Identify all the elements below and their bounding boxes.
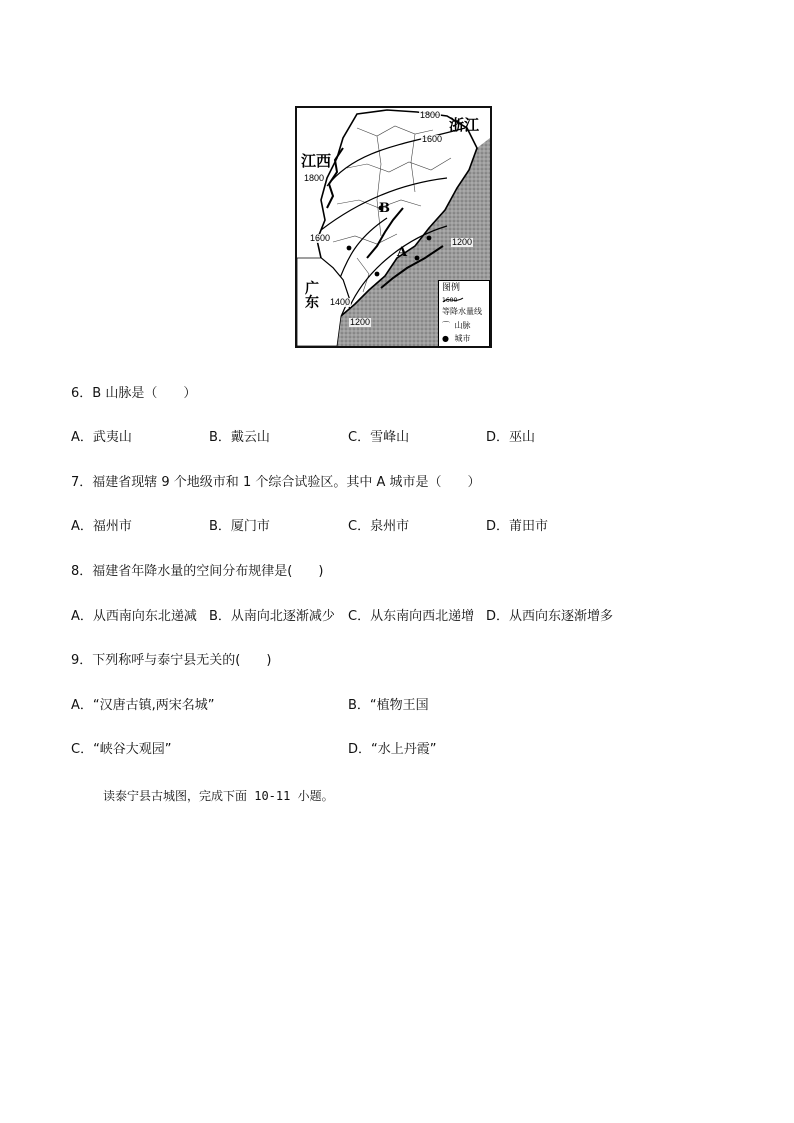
question-9-option-a[interactable]: A．“汉唐古镇,两宋名城” [71, 698, 215, 713]
isohyet-value: 1800 [304, 173, 325, 183]
question-7-stem: 7．福建省现辖 9 个地级市和 1 个综合试验区。其中 A 城市是（ ） [71, 475, 481, 490]
legend-isohyet-symbol [442, 296, 457, 304]
mountain-icon: ⌒ [442, 321, 450, 330]
question-6-option-b[interactable]: B．戴云山 [209, 430, 270, 445]
question-7-option-c[interactable]: C．泉州市 [348, 519, 410, 534]
legend-isohyet-label: 等降水量线 [442, 307, 482, 316]
label-point-a: A [397, 245, 408, 260]
question-9-option-c[interactable]: C．“峡谷大观园” [71, 742, 172, 757]
isohyet-value: 1600 [422, 134, 443, 144]
map-legend [438, 280, 490, 348]
legend-mountain-label: 山脉 [454, 321, 471, 330]
isohyet-value: 1600 [310, 233, 331, 243]
legend-title: 图例 [442, 283, 461, 293]
question-8-option-b[interactable]: B．从南向北逐渐减少 [209, 609, 335, 624]
isohyet-value: 1800 [420, 110, 441, 120]
reading-prompt: 读泰宁县古城图，完成下面 10-11 小题。 [103, 789, 334, 803]
isohyet-value: 1200 [350, 317, 371, 327]
legend-city-label: 城市 [454, 334, 471, 343]
fujian-precipitation-map [295, 106, 492, 348]
question-7-option-a[interactable]: A．福州市 [71, 519, 132, 534]
question-9-option-b[interactable]: B．“植物王国 [348, 698, 429, 713]
label-zhejiang: 浙江 [449, 116, 480, 134]
legend-isohyet-sample: 1600 [442, 297, 458, 304]
question-7-option-d[interactable]: D．莆田市 [486, 519, 549, 534]
question-6-option-d[interactable]: D．巫山 [486, 430, 536, 445]
isohyet-value: 1200 [452, 237, 473, 247]
legend-mountain-row [442, 322, 471, 330]
question-6-option-a[interactable]: A．武夷山 [71, 430, 132, 445]
label-jiangxi: 江西 [301, 152, 332, 170]
legend-city-row [442, 335, 471, 343]
question-6-option-c[interactable]: C．雪峰山 [348, 430, 410, 445]
question-9-option-d[interactable]: D．“水上丹霞” [348, 742, 437, 757]
question-8-stem: 8．福建省年降水量的空间分布规律是( ) [71, 564, 324, 579]
question-8-option-c[interactable]: C．从东南向西北递增 [348, 609, 475, 624]
question-6-stem: 6．B 山脉是（ ） [71, 386, 197, 401]
label-point-b: B [379, 201, 390, 216]
question-9-stem: 9．下列称呼与泰宁县无关的( ) [71, 653, 272, 668]
question-8-option-a[interactable]: A．从西南向东北递减 [71, 609, 197, 624]
city-dot-icon: ● [442, 334, 449, 343]
question-7-option-b[interactable]: B．厦门市 [209, 519, 270, 534]
question-8-option-d[interactable]: D．从西向东逐渐增多 [486, 609, 614, 624]
isohyet-value: 1400 [330, 297, 351, 307]
label-guangdong: 广东 [305, 281, 319, 311]
